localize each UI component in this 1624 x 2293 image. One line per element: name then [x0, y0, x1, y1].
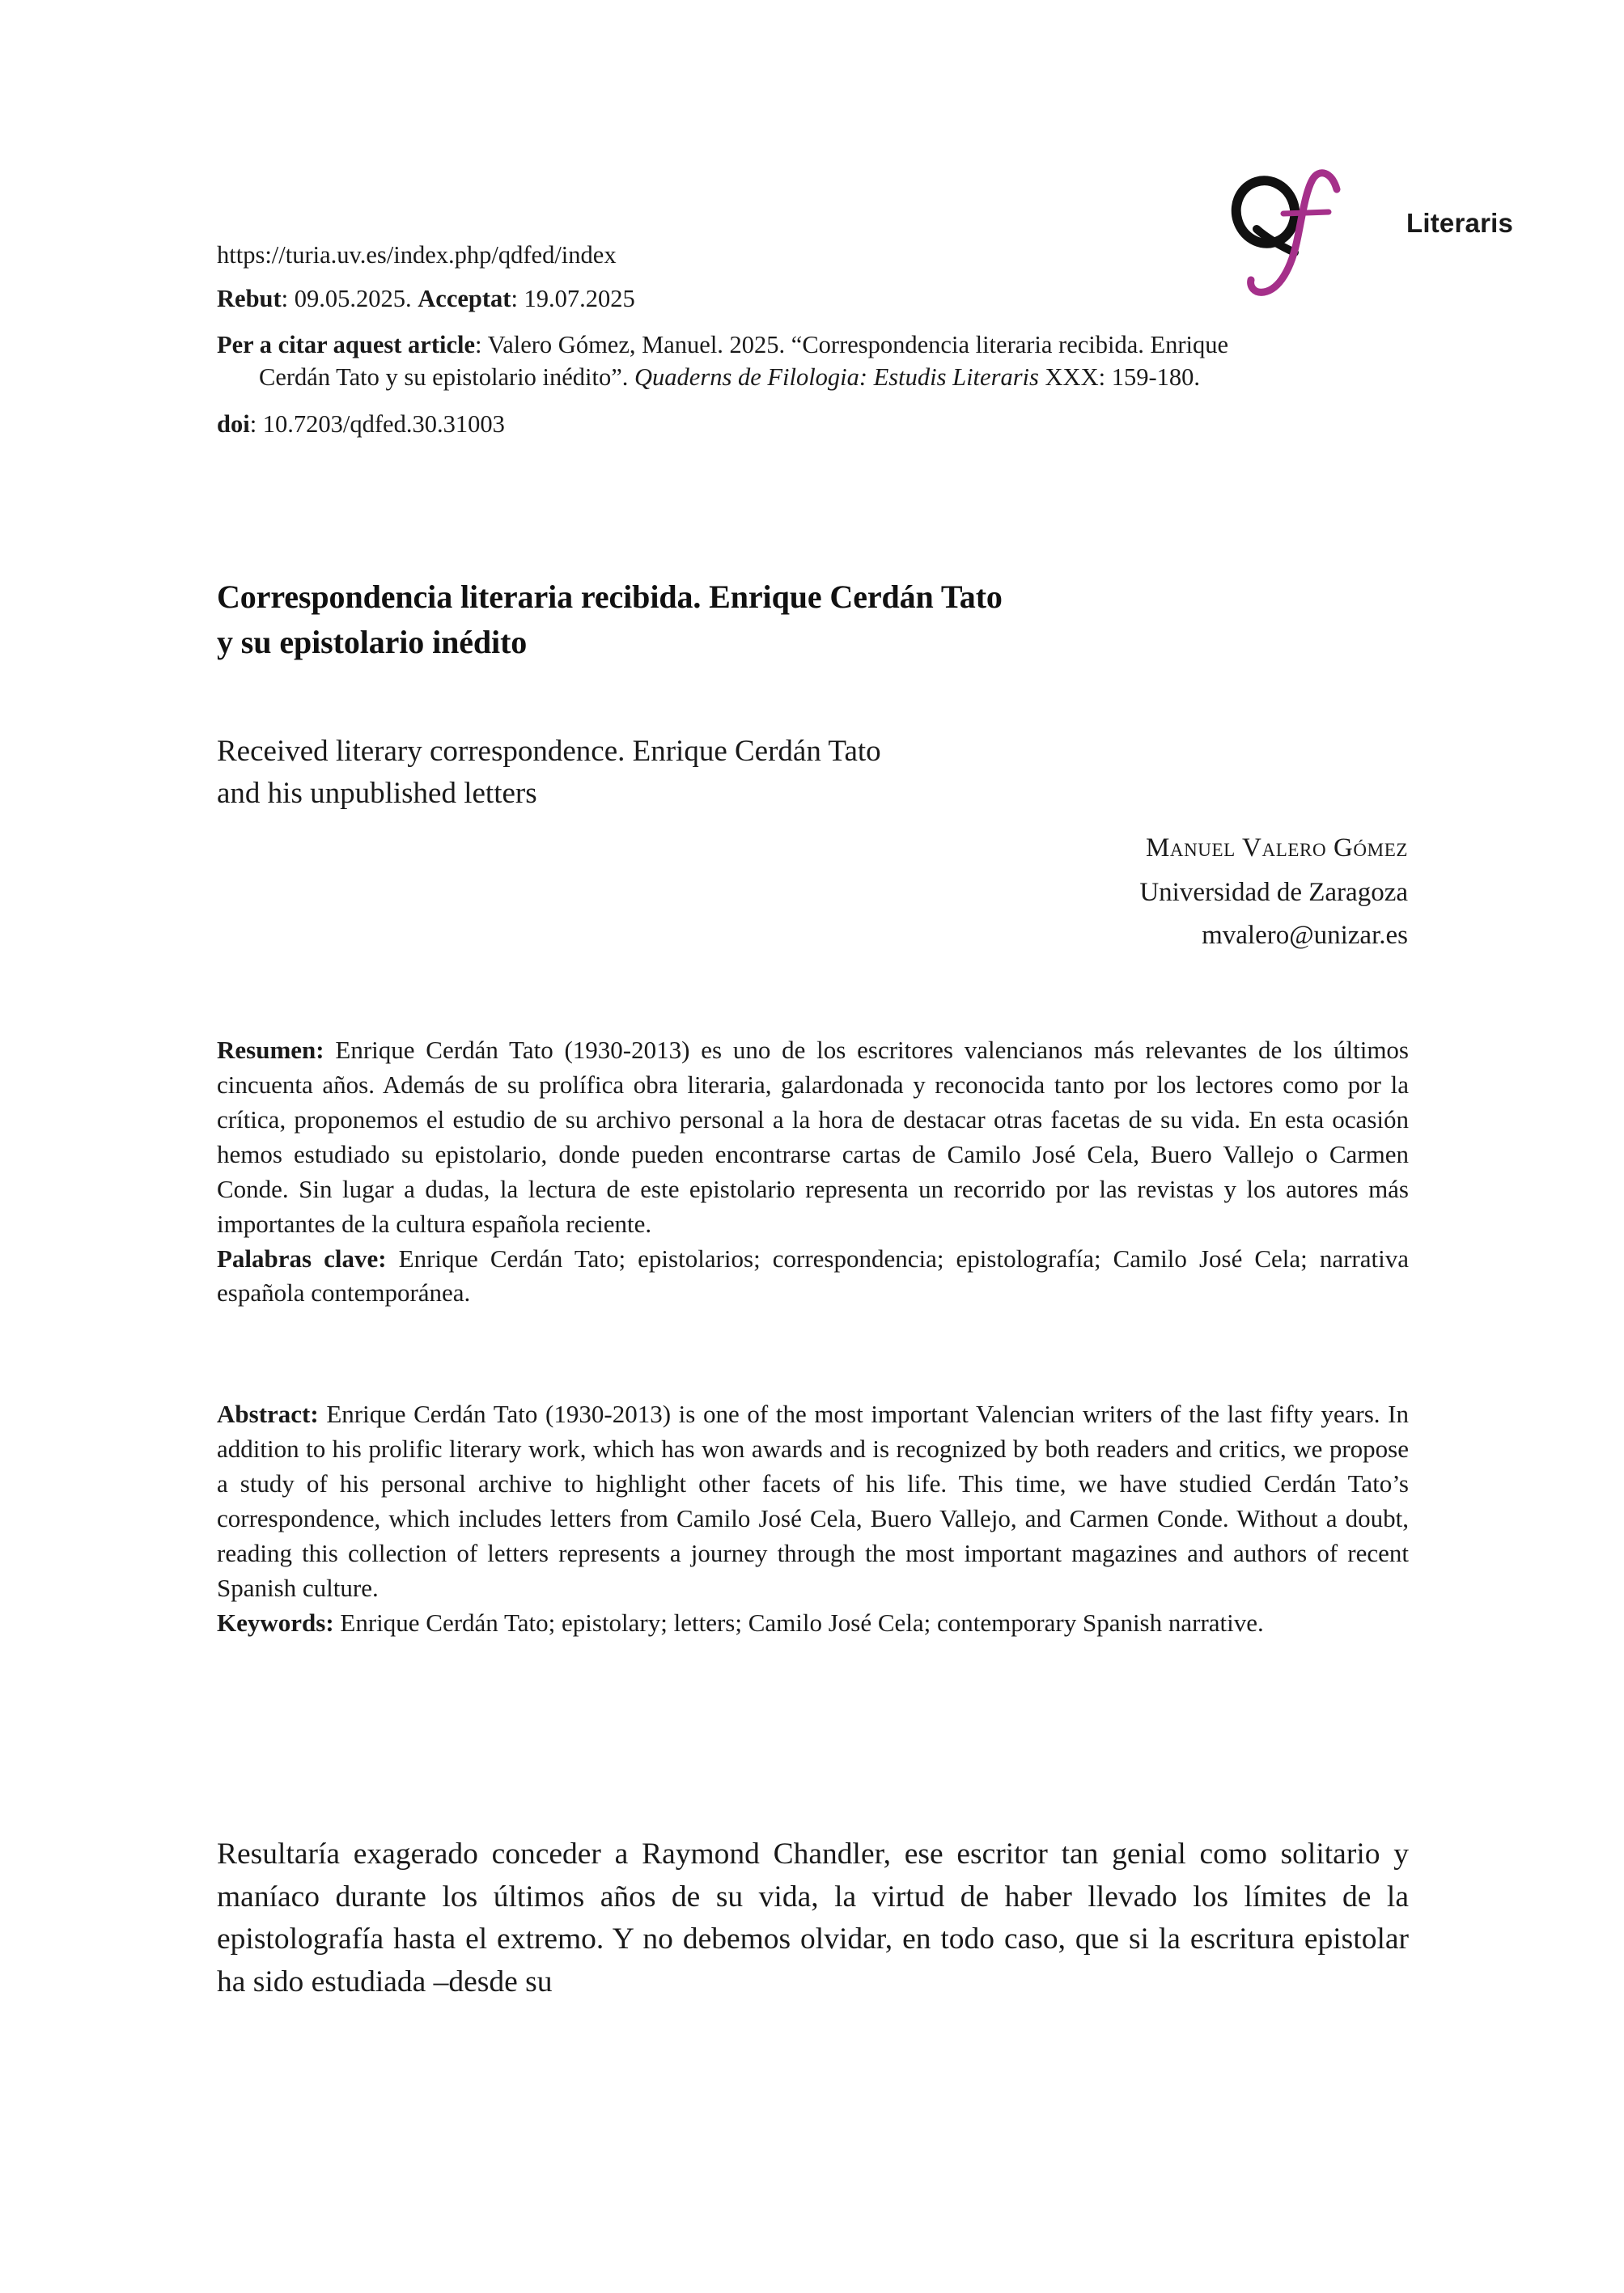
author-block [680, 835, 1408, 949]
citation-text-line1: Valero Gómez, Manuel. 2025. “Correspondencia literaria recibida. Enrique [487, 331, 1229, 358]
keywords-spanish-text: Enrique Cerdán Tato; epistolarios; correspondencia; epistolografía; Camilo José Cela; narrativa española contemporánea. [217, 1244, 1409, 1308]
received-label: Rebut [217, 284, 282, 312]
citation-journal-name: Quaderns de Filologia: Estudis Literaris [634, 362, 1039, 391]
page-title-english [217, 731, 1269, 816]
logo-wordmark: Literaris [1406, 208, 1514, 238]
citation-text-line2-post: XXX: 159-180. [1038, 362, 1200, 391]
keywords-spanish-label: Palabras clave: [217, 1244, 387, 1273]
citation-continuation [217, 362, 1410, 394]
author-name: Manuel Valero Gómez [1145, 833, 1408, 863]
title-english-line2: and his unpublished letters [217, 777, 537, 811]
keywords-english [217, 1606, 1409, 1641]
citation-colon: : [475, 331, 488, 358]
page-title-spanish [217, 574, 1269, 665]
doi-colon: : [249, 410, 263, 439]
doi-line[interactable] [217, 412, 1410, 437]
title-english-line1: Received literary correspondence. Enrique Cerdán Tato [217, 734, 881, 768]
accepted-colon: : [511, 284, 524, 312]
doi-value[interactable]: 10.7203/qdfed.30.31003 [262, 410, 505, 439]
accepted-label: Acceptat [418, 284, 511, 312]
article-body [217, 1833, 1409, 2003]
abstract-spanish-text: Enrique Cerdán Tato (1930-2013) es uno de los escritores valencianos más relevantes de los últimos cincuenta años. Además de su prolífica obra literaria, galardonada y reconocida tanto por los lectores como por la crítica, proponemos el estudio de su archivo personal a la hora de destacar otras facetas de su vida. En esta ocasión hemos estudiado su epistolario, donde pueden encontrarse cartas de Camilo José Cela, Buero Vallejo o Carmen Conde. Sin lugar a dudas, la lectura de este epistolario representa un recorrido por las revistas y los autores más importantes de la cultura española reciente. [217, 1036, 1409, 1238]
abstract-english [217, 1397, 1409, 1640]
citation-line [217, 329, 1410, 393]
journal-url[interactable]: https://turia.uv.es/index.php/qdfed/index [217, 241, 617, 269]
author-affiliation: Universidad de Zaragoza [1139, 878, 1408, 907]
received-date: 09.05.2025. [294, 284, 412, 312]
abstract-english-label: Abstract: [217, 1400, 319, 1428]
abstract-spanish-label: Resumen: [217, 1036, 324, 1064]
accepted-date: 19.07.2025 [524, 284, 635, 312]
citation-text-line2-pre: Cerdán Tato y su epistolario inédito”. [259, 362, 635, 391]
abstract-spanish-paragraph [217, 1033, 1409, 1242]
keywords-english-label: Keywords: [217, 1608, 334, 1637]
received-colon: : [281, 284, 295, 312]
doi-label: doi [217, 410, 250, 439]
abstract-english-paragraph [217, 1397, 1409, 1606]
keywords-english-text: Enrique Cerdán Tato; epistolary; letters; Camilo José Cela; contemporary Spanish narrative. [333, 1608, 1264, 1637]
header-metadata [217, 243, 1410, 437]
abstract-english-text: Enrique Cerdán Tato (1930-2013) is one of the most important Valencian writers of the last fifty years. In addition to his prolific literary work, which has won awards and is recognized by both readers and critics, we propose a study of his personal archive to highlight other facets of his life. This time, we have studied Cerdán Tato’s correspondence, which includes letters from Camilo José Cela, Buero Vallejo, and Carmen Conde. Without a doubt, reading this collection of letters represents a journey through the most important magazines and authors of recent Spanish culture. [217, 1400, 1409, 1602]
abstract-spanish [217, 1033, 1409, 1311]
title-spanish-line2: y su epistolario inédito [217, 623, 528, 660]
submission-dates [217, 286, 1410, 312]
keywords-spanish [217, 1242, 1409, 1312]
body-paragraph-1: Resultaría exagerado conceder a Raymond Chandler, ese escritor tan genial como solitario y maníaco durante los últimos años de su vida, la virtud de haber llevado los límites de la epistolografía hasta el extremo. Y no debemos olvidar, en todo caso, que si la escritura epistolar ha sido estudiada –desde su [217, 1837, 1409, 1998]
title-spanish-line1: Correspondencia literaria recibida. Enrique Cerdán Tato [217, 578, 1003, 615]
citation-label: Per a citar aquest article [217, 331, 476, 358]
author-email[interactable]: mvalero@unizar.es [1202, 921, 1408, 950]
